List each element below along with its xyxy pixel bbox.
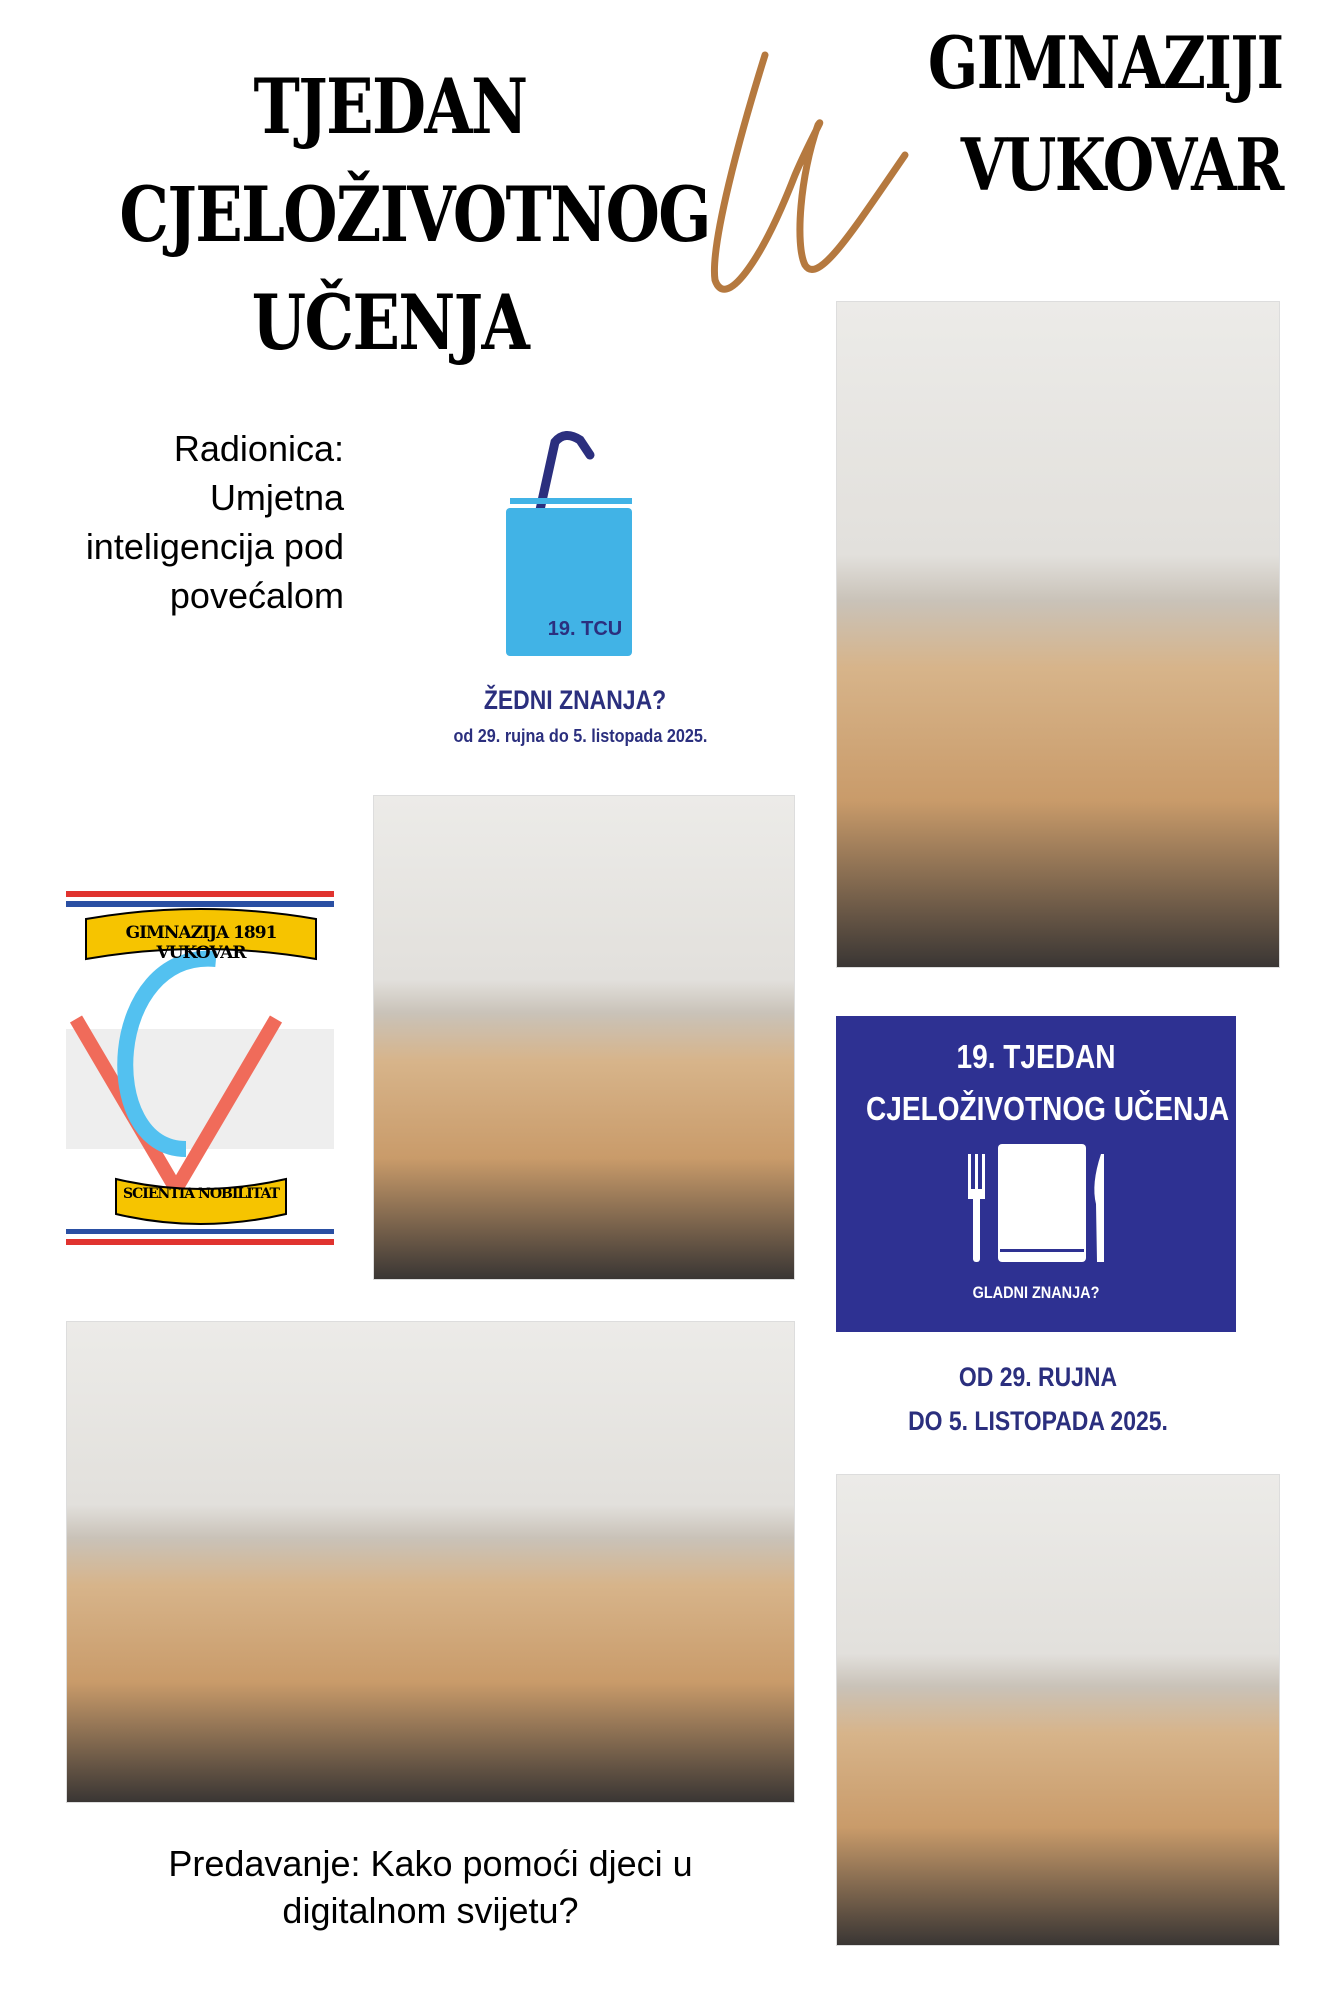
tcu-logo xyxy=(440,430,710,747)
lecture-line-1: Predavanje: Kako pomoći djeci u xyxy=(168,1843,693,1884)
event-banner xyxy=(836,1016,1236,1332)
tcu-dates: od 29. rujna do 5. listopada 2025. xyxy=(453,726,708,746)
classroom-photo-4 xyxy=(836,1474,1280,1946)
location-line-1: GIMNAZIJI xyxy=(928,20,1283,105)
workshop-line: Umjetna xyxy=(209,477,344,518)
tcu-badge: 19. TCU xyxy=(547,618,623,640)
banner-line-1: 19. TJEDAN xyxy=(956,1038,1116,1075)
lecture-caption xyxy=(66,1840,795,1934)
workshop-line: inteligencija pod xyxy=(85,526,344,567)
classroom-photo-2 xyxy=(373,795,795,1280)
crest-motto: SCIENTIA NOBILITAT xyxy=(123,1186,279,1202)
lecture-line-2: digitalnom svijetu? xyxy=(282,1890,579,1931)
script-u-connector xyxy=(700,45,915,300)
school-crest xyxy=(66,889,334,1270)
banner-slogan: GLADNI ZNANJA? xyxy=(972,1283,1100,1302)
title-line-1: TJEDAN xyxy=(253,62,527,151)
crest-top-text: GIMNAZIJA 1891 VUKOVAR xyxy=(125,923,277,963)
workshop-line: Radionica: xyxy=(173,428,344,469)
tcu-slogan: ŽEDNI ZNANJA? xyxy=(483,685,667,715)
classroom-photo-3 xyxy=(66,1321,795,1803)
workshop-caption xyxy=(86,424,344,620)
classroom-photo-1 xyxy=(836,301,1280,968)
title-line-2: CJELOŽIVOTNOG xyxy=(119,170,710,259)
fork-book-knife-icon xyxy=(956,1144,1116,1264)
banner-dates-line-2: DO 5. LISTOPADA 2025. xyxy=(908,1406,1168,1436)
location-line-2: VUKOVAR xyxy=(960,122,1283,207)
workshop-line: povećalom xyxy=(169,575,344,616)
banner-dates xyxy=(836,1355,1240,1443)
banner-dates-line-1: OD 29. RUJNA xyxy=(958,1362,1118,1392)
title-line-3: UČENJA xyxy=(251,278,529,367)
banner-line-2: CJELOŽIVOTNOG UČENJA xyxy=(866,1090,1230,1127)
